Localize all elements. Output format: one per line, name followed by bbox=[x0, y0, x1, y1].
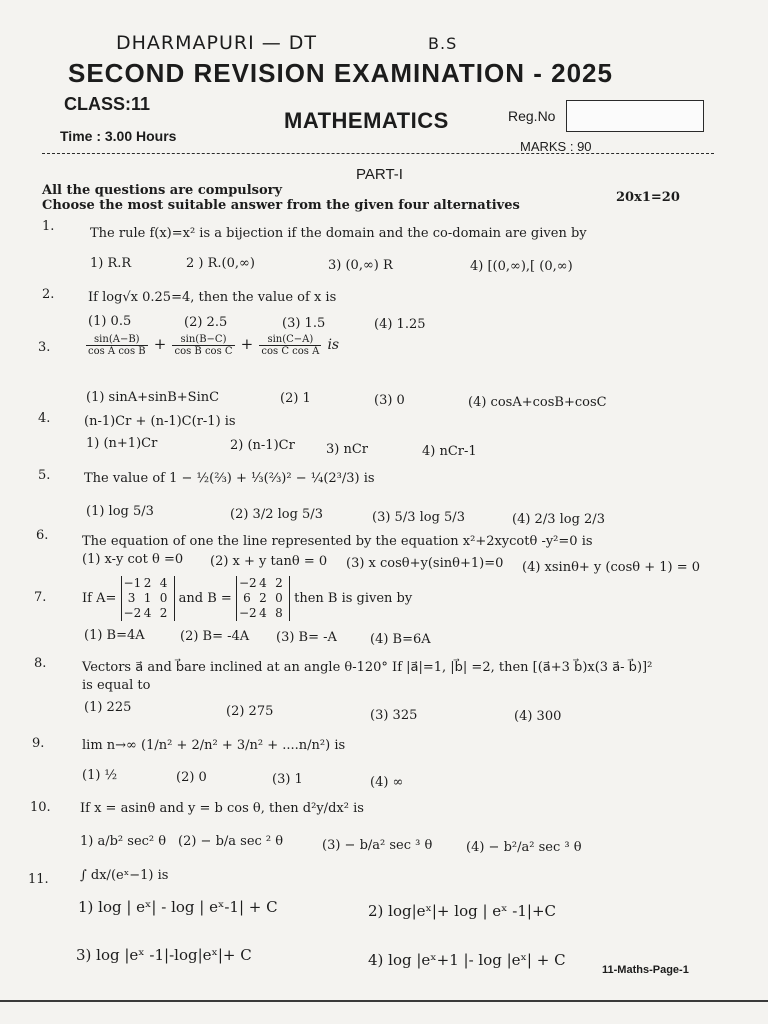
option: 3) nCr bbox=[326, 442, 369, 457]
matrix-cell: −2 bbox=[123, 606, 142, 620]
denominator: cos B cos C bbox=[174, 346, 233, 357]
question-number: 7. bbox=[34, 590, 47, 605]
option: 1) log | eˣ| - log | eˣ-1| + C bbox=[78, 898, 278, 916]
option: (4) xsinθ+ y (cosθ + 1) = 0 bbox=[522, 560, 701, 575]
district-handwritten: DHARMAPURI — DT bbox=[116, 32, 317, 54]
option: (4) − b²/a² sec ³ θ bbox=[466, 840, 582, 855]
matrix-cell: 2 bbox=[159, 606, 168, 620]
instruction-2: Choose the most suitable answer from the given four alternatives bbox=[42, 198, 520, 213]
option: 3) (0,∞) R bbox=[328, 258, 393, 273]
question-number: 2. bbox=[42, 287, 55, 302]
matrix-cell: 4 bbox=[259, 606, 267, 620]
question-number: 5. bbox=[38, 468, 51, 483]
matrix-suffix: then B is given by bbox=[294, 591, 413, 606]
option: (1) B=4A bbox=[84, 628, 145, 643]
matrix-cell: −1 bbox=[123, 576, 142, 590]
question-expression: $\frac{\sin(A-B)}{\text{cos A cos B}}$ + $\frac{\sin(B-C)}{\text{cos B cos C}}$ + $\frac{\sin(C-A)}{\text{cos C cos A}}$ is bbox=[88, 334, 340, 357]
question-text: (n-1)Cr + (n-1)C(r-1) is bbox=[84, 414, 236, 429]
question-text: The value of 1 − ½(⅔) + ⅓(⅔)² − ¼(2³/3) is bbox=[84, 471, 375, 486]
class-label: CLASS:11 bbox=[64, 94, 151, 114]
numerator: sin(A−B) bbox=[86, 334, 148, 346]
option: (2) 2.5 bbox=[184, 315, 228, 330]
option: (3) 1.5 bbox=[282, 316, 326, 331]
matrix-cell: 3 bbox=[127, 591, 136, 605]
option: (4) B=6A bbox=[370, 632, 431, 647]
reg-no-label: Reg.No bbox=[508, 108, 556, 124]
denominator: cos A cos B bbox=[88, 346, 146, 357]
question-number: 6. bbox=[36, 528, 49, 543]
header-divider bbox=[42, 153, 714, 154]
question-text: The rule f(x)=x² is a bijection if the domain and the co-domain are given by bbox=[90, 226, 587, 241]
option: (3) x cosθ+y(sinθ+1)=0 bbox=[346, 556, 504, 571]
fraction bbox=[86, 334, 148, 357]
exam-title: SECOND REVISION EXAMINATION - 2025 bbox=[68, 58, 613, 88]
option: (2) 1 bbox=[280, 391, 311, 406]
matrix-cell: −2 bbox=[238, 606, 257, 620]
matrix-cell: 8 bbox=[275, 606, 283, 620]
option: (3) − b/a² sec ³ θ bbox=[322, 838, 433, 853]
option: (1) log 5/3 bbox=[86, 504, 154, 519]
matrix-cell: 2 bbox=[275, 576, 283, 590]
fraction bbox=[259, 334, 321, 357]
option: (2) 275 bbox=[226, 704, 274, 719]
matrix-prefix: If A= bbox=[82, 591, 117, 606]
option: (2) 0 bbox=[176, 770, 207, 785]
page-edge bbox=[0, 1000, 768, 1002]
option: 4) [(0,∞),[ (0,∞) bbox=[470, 259, 573, 274]
numerator: sin(B−C) bbox=[172, 334, 234, 346]
question-number: 1. bbox=[42, 219, 55, 234]
marks-label: MARKS : 90 bbox=[520, 139, 592, 154]
option: (3) 1 bbox=[272, 772, 303, 787]
marks-scheme: 20x1=20 bbox=[616, 190, 680, 205]
matrix-cell: 4 bbox=[259, 576, 267, 590]
option: (4) ∞ bbox=[370, 775, 404, 790]
option: (1) sinA+sinB+SinC bbox=[86, 390, 220, 405]
question-number: 10. bbox=[30, 800, 51, 815]
matrix-cell: 4 bbox=[159, 576, 168, 590]
matrix-cell: 2 bbox=[259, 591, 267, 605]
question-text: lim n→∞ (1/n² + 2/n² + 3/n² + ....n/n²) is bbox=[82, 738, 346, 753]
question-number: 11. bbox=[28, 872, 49, 887]
option: 2 ) R.(0,∞) bbox=[186, 256, 255, 271]
denominator: cos C cos A bbox=[261, 346, 320, 357]
option: 4) nCr-1 bbox=[422, 444, 477, 459]
option: (2) x + y tanθ = 0 bbox=[210, 554, 328, 569]
question-matrix-row bbox=[82, 576, 412, 621]
matrix-a bbox=[121, 576, 175, 621]
option: (3) 0 bbox=[374, 393, 405, 408]
option: 1) R.R bbox=[90, 256, 132, 271]
option: (4) 2/3 log 2/3 bbox=[512, 512, 605, 527]
question-text: Vectors a⃗ and b⃗are inclined at an angle θ-120° If |a⃗|=1, |b⃗| =2, then [(a⃗+3 b⃗)x(3 a⃗- b⃗)]² bbox=[82, 660, 653, 675]
option: (3) 325 bbox=[370, 708, 418, 723]
matrix-cell: 0 bbox=[159, 591, 168, 605]
option: (1) 0.5 bbox=[88, 314, 132, 329]
reg-no-box[interactable] bbox=[566, 100, 704, 132]
option: (3) B= -A bbox=[276, 630, 337, 645]
page-footer: 11-Maths-Page-1 bbox=[602, 964, 689, 976]
option: (1) ½ bbox=[82, 768, 118, 783]
question-number: 4. bbox=[38, 411, 51, 426]
instruction-1: All the questions are compulsory bbox=[42, 183, 283, 198]
question-text: ∫ dx/(eˣ−1) is bbox=[80, 868, 169, 883]
option: (1) 225 bbox=[84, 700, 132, 715]
question-text: The equation of one the line represented by the equation x²+2xycotθ -y²=0 is bbox=[82, 534, 593, 549]
matrix-mid-text: and B = bbox=[178, 591, 232, 606]
initials-handwritten: B.S bbox=[428, 34, 458, 53]
time-label: Time : 3.00 Hours bbox=[60, 128, 177, 144]
matrix-cell: −2 bbox=[238, 576, 257, 590]
matrix-cell: 4 bbox=[143, 606, 152, 620]
numerator: sin(C−A) bbox=[259, 334, 321, 346]
option: 4) log |eˣ+1 |- log |eˣ| + C bbox=[368, 951, 566, 969]
part-title: PART-I bbox=[356, 166, 403, 183]
option: 1) a/b² sec² θ bbox=[80, 834, 167, 849]
option: (1) x-y cot θ =0 bbox=[82, 552, 184, 567]
question-number: 3. bbox=[38, 340, 51, 355]
option: 3) log |eˣ -1|-log|eˣ|+ C bbox=[76, 946, 252, 964]
option: (4) 300 bbox=[514, 709, 562, 724]
matrix-cell: 0 bbox=[275, 591, 283, 605]
question-text: If x = asinθ and y = b cos θ, then d²y/dx² is bbox=[80, 801, 364, 816]
option: (2) B= -4A bbox=[180, 629, 250, 644]
option: 1) (n+1)Cr bbox=[86, 436, 158, 451]
question-text-cont: is equal to bbox=[82, 678, 151, 693]
option: (3) 5/3 log 5/3 bbox=[372, 510, 465, 525]
matrix-cell: 2 bbox=[143, 576, 152, 590]
question-number: 9. bbox=[32, 736, 45, 751]
option: (2) 3/2 log 5/3 bbox=[230, 507, 323, 522]
option: (4) cosA+cosB+cosC bbox=[468, 395, 607, 410]
question-text: If log√x 0.25=4, then the value of x is bbox=[88, 290, 337, 305]
option: 2) (n-1)Cr bbox=[230, 438, 295, 453]
matrix-b bbox=[236, 576, 290, 621]
option: (4) 1.25 bbox=[374, 317, 426, 332]
expression-tail: is bbox=[327, 337, 340, 353]
question-number: 8. bbox=[34, 656, 47, 671]
option: (2) − b/a sec ² θ bbox=[178, 834, 284, 849]
fraction bbox=[172, 334, 234, 357]
matrix-cell: 1 bbox=[143, 591, 152, 605]
option: 2) log|eˣ|+ log | eˣ -1|+C bbox=[368, 902, 557, 920]
subject-title: MATHEMATICS bbox=[284, 108, 449, 133]
matrix-cell: 6 bbox=[243, 591, 251, 605]
